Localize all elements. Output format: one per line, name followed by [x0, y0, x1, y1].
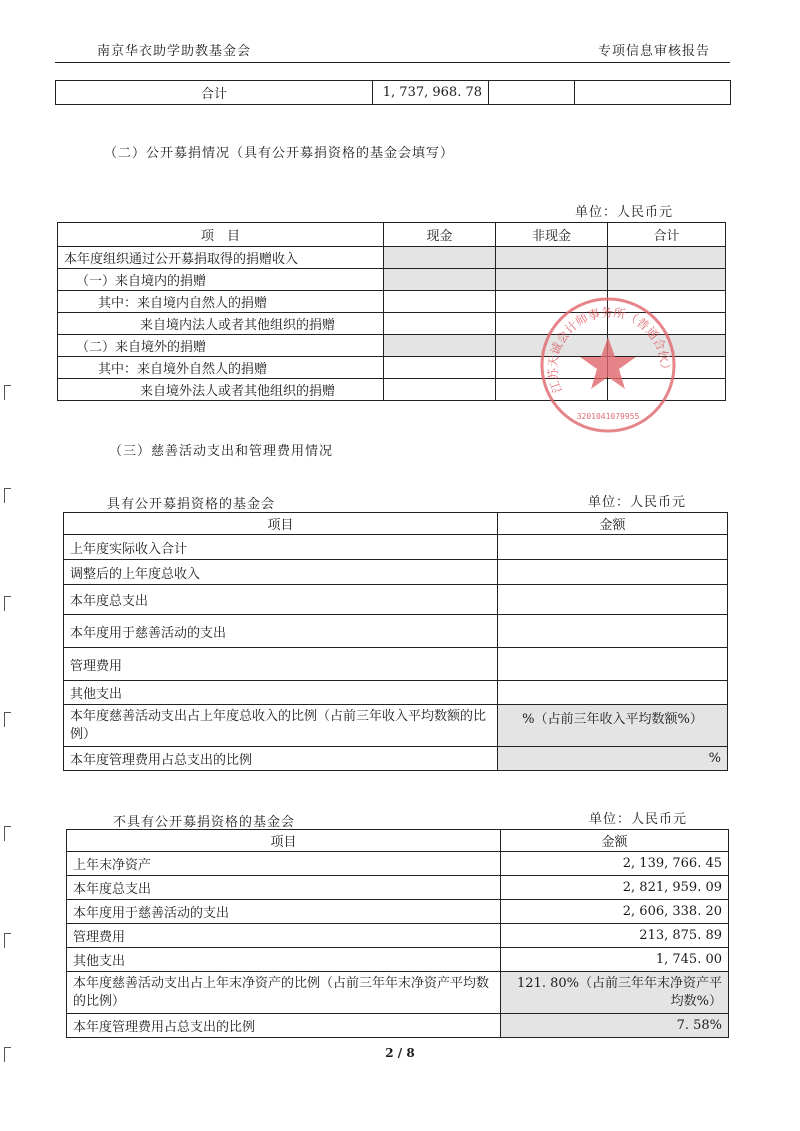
- row-value: [498, 681, 728, 705]
- shaded-cell: [384, 269, 496, 291]
- header-report-title: 专项信息审核报告: [598, 44, 711, 59]
- row-label: 本年度管理费用占总支出的比例: [64, 747, 498, 771]
- row-label: 本年度慈善活动支出占上年度总收入的比例（占前三年收入平均数额的比例）: [64, 705, 498, 747]
- total-label: 合计: [56, 81, 373, 105]
- row-value: [498, 615, 728, 648]
- row-value: 1, 745. 00: [501, 948, 729, 972]
- row-value: 7. 58%: [501, 1014, 729, 1038]
- table-b-unit: 单位：人民币元: [589, 812, 688, 827]
- stamp-code: 3201041079955: [576, 412, 640, 421]
- row-label: 来自境内法人或者其他组织的捐赠: [58, 313, 384, 335]
- shaded-cell: [496, 269, 608, 291]
- binding-mark: [4, 385, 11, 400]
- col-header-noncash: 非现金: [496, 223, 608, 247]
- row-label: 来自境外法人或者其他组织的捐赠: [58, 379, 384, 401]
- row-label: 本年度总支出: [67, 876, 501, 900]
- row-label: 调整后的上年度总收入: [64, 560, 498, 585]
- binding-mark: [4, 933, 11, 948]
- row-value: [498, 585, 728, 615]
- shaded-cell: [608, 247, 726, 269]
- stamp-text: 江苏天诚会计师事务所（普通合伙）: [545, 305, 673, 395]
- section2-title: （二）公开募捐情况（具有公开募捐资格的基金会填写）: [104, 146, 455, 161]
- row-label: 本年度用于慈善活动的支出: [67, 900, 501, 924]
- row-label: 管理费用: [67, 924, 501, 948]
- row-label: （一）来自境内的捐赠: [58, 269, 384, 291]
- row-label: 管理费用: [64, 648, 498, 681]
- empty-cell: [384, 357, 496, 379]
- row-value: %（占前三年收入平均数额%）: [498, 705, 728, 747]
- col-header-total: 合计: [608, 223, 726, 247]
- row-label: 其中：来自境外自然人的捐赠: [58, 357, 384, 379]
- row-value: 2, 821, 959. 09: [501, 876, 729, 900]
- row-label: 其他支出: [64, 681, 498, 705]
- row-label: 本年度总支出: [64, 585, 498, 615]
- table-a-unit: 单位：人民币元: [588, 495, 687, 510]
- shaded-cell: [384, 247, 496, 269]
- row-label: 本年度管理费用占总支出的比例: [67, 1014, 501, 1038]
- row-label: 其中：来自境内自然人的捐赠: [58, 291, 384, 313]
- shaded-cell: [496, 247, 608, 269]
- shaded-cell: [384, 335, 496, 357]
- table-public-fundraising: [63, 512, 728, 771]
- empty-cell: [575, 81, 731, 105]
- row-value: 121. 80%（占前三年年末净资产平均数%）: [501, 972, 729, 1014]
- section2-unit: 单位：人民币元: [575, 205, 674, 220]
- row-label: 本年度组织通过公开募捐取得的捐赠收入: [58, 247, 384, 269]
- top-total-table: [55, 80, 731, 105]
- row-label: 上年度实际收入合计: [64, 535, 498, 560]
- empty-cell: [384, 379, 496, 401]
- row-value: [498, 560, 728, 585]
- binding-mark: [4, 826, 11, 841]
- shaded-cell: [608, 269, 726, 291]
- row-value: 2, 139, 766. 45: [501, 852, 729, 876]
- table-non-public-fundraising: [66, 829, 729, 1038]
- col-header-item: 项目: [64, 513, 498, 535]
- binding-mark: [4, 488, 11, 503]
- row-value: 2, 606, 338. 20: [501, 900, 729, 924]
- empty-cell: [384, 291, 496, 313]
- page-number: 2 / 8: [385, 1046, 415, 1060]
- header-org-name: 南京华衣助学助教基金会: [97, 44, 252, 59]
- col-header-item: 项 目: [58, 223, 384, 247]
- row-value: [498, 648, 728, 681]
- row-value: %: [498, 747, 728, 771]
- table-b-caption: 不具有公开募捐资格的基金会: [113, 815, 296, 830]
- row-label: 本年度慈善活动支出占上年末净资产的比例（占前三年年末净资产平均数的比例）: [67, 972, 501, 1014]
- accounting-firm-seal: [538, 295, 678, 435]
- binding-mark: [4, 712, 11, 727]
- col-header-amount: 金额: [501, 830, 729, 852]
- row-value: 213, 875. 89: [501, 924, 729, 948]
- total-value: 1, 737, 968. 78: [373, 81, 489, 105]
- row-label: （二）来自境外的捐赠: [58, 335, 384, 357]
- header-divider: [55, 62, 730, 63]
- row-label: 本年度用于慈善活动的支出: [64, 615, 498, 648]
- row-label: 其他支出: [67, 948, 501, 972]
- empty-cell: [384, 313, 496, 335]
- col-header-item: 项目: [67, 830, 501, 852]
- col-header-amount: 金额: [498, 513, 728, 535]
- section3-title: （三）慈善活动支出和管理费用情况: [109, 444, 334, 459]
- table-a-caption: 具有公开募捐资格的基金会: [107, 497, 276, 512]
- binding-mark: [4, 596, 11, 611]
- row-label: 上年末净资产: [67, 852, 501, 876]
- row-value: [498, 535, 728, 560]
- col-header-cash: 现金: [384, 223, 496, 247]
- empty-cell: [489, 81, 575, 105]
